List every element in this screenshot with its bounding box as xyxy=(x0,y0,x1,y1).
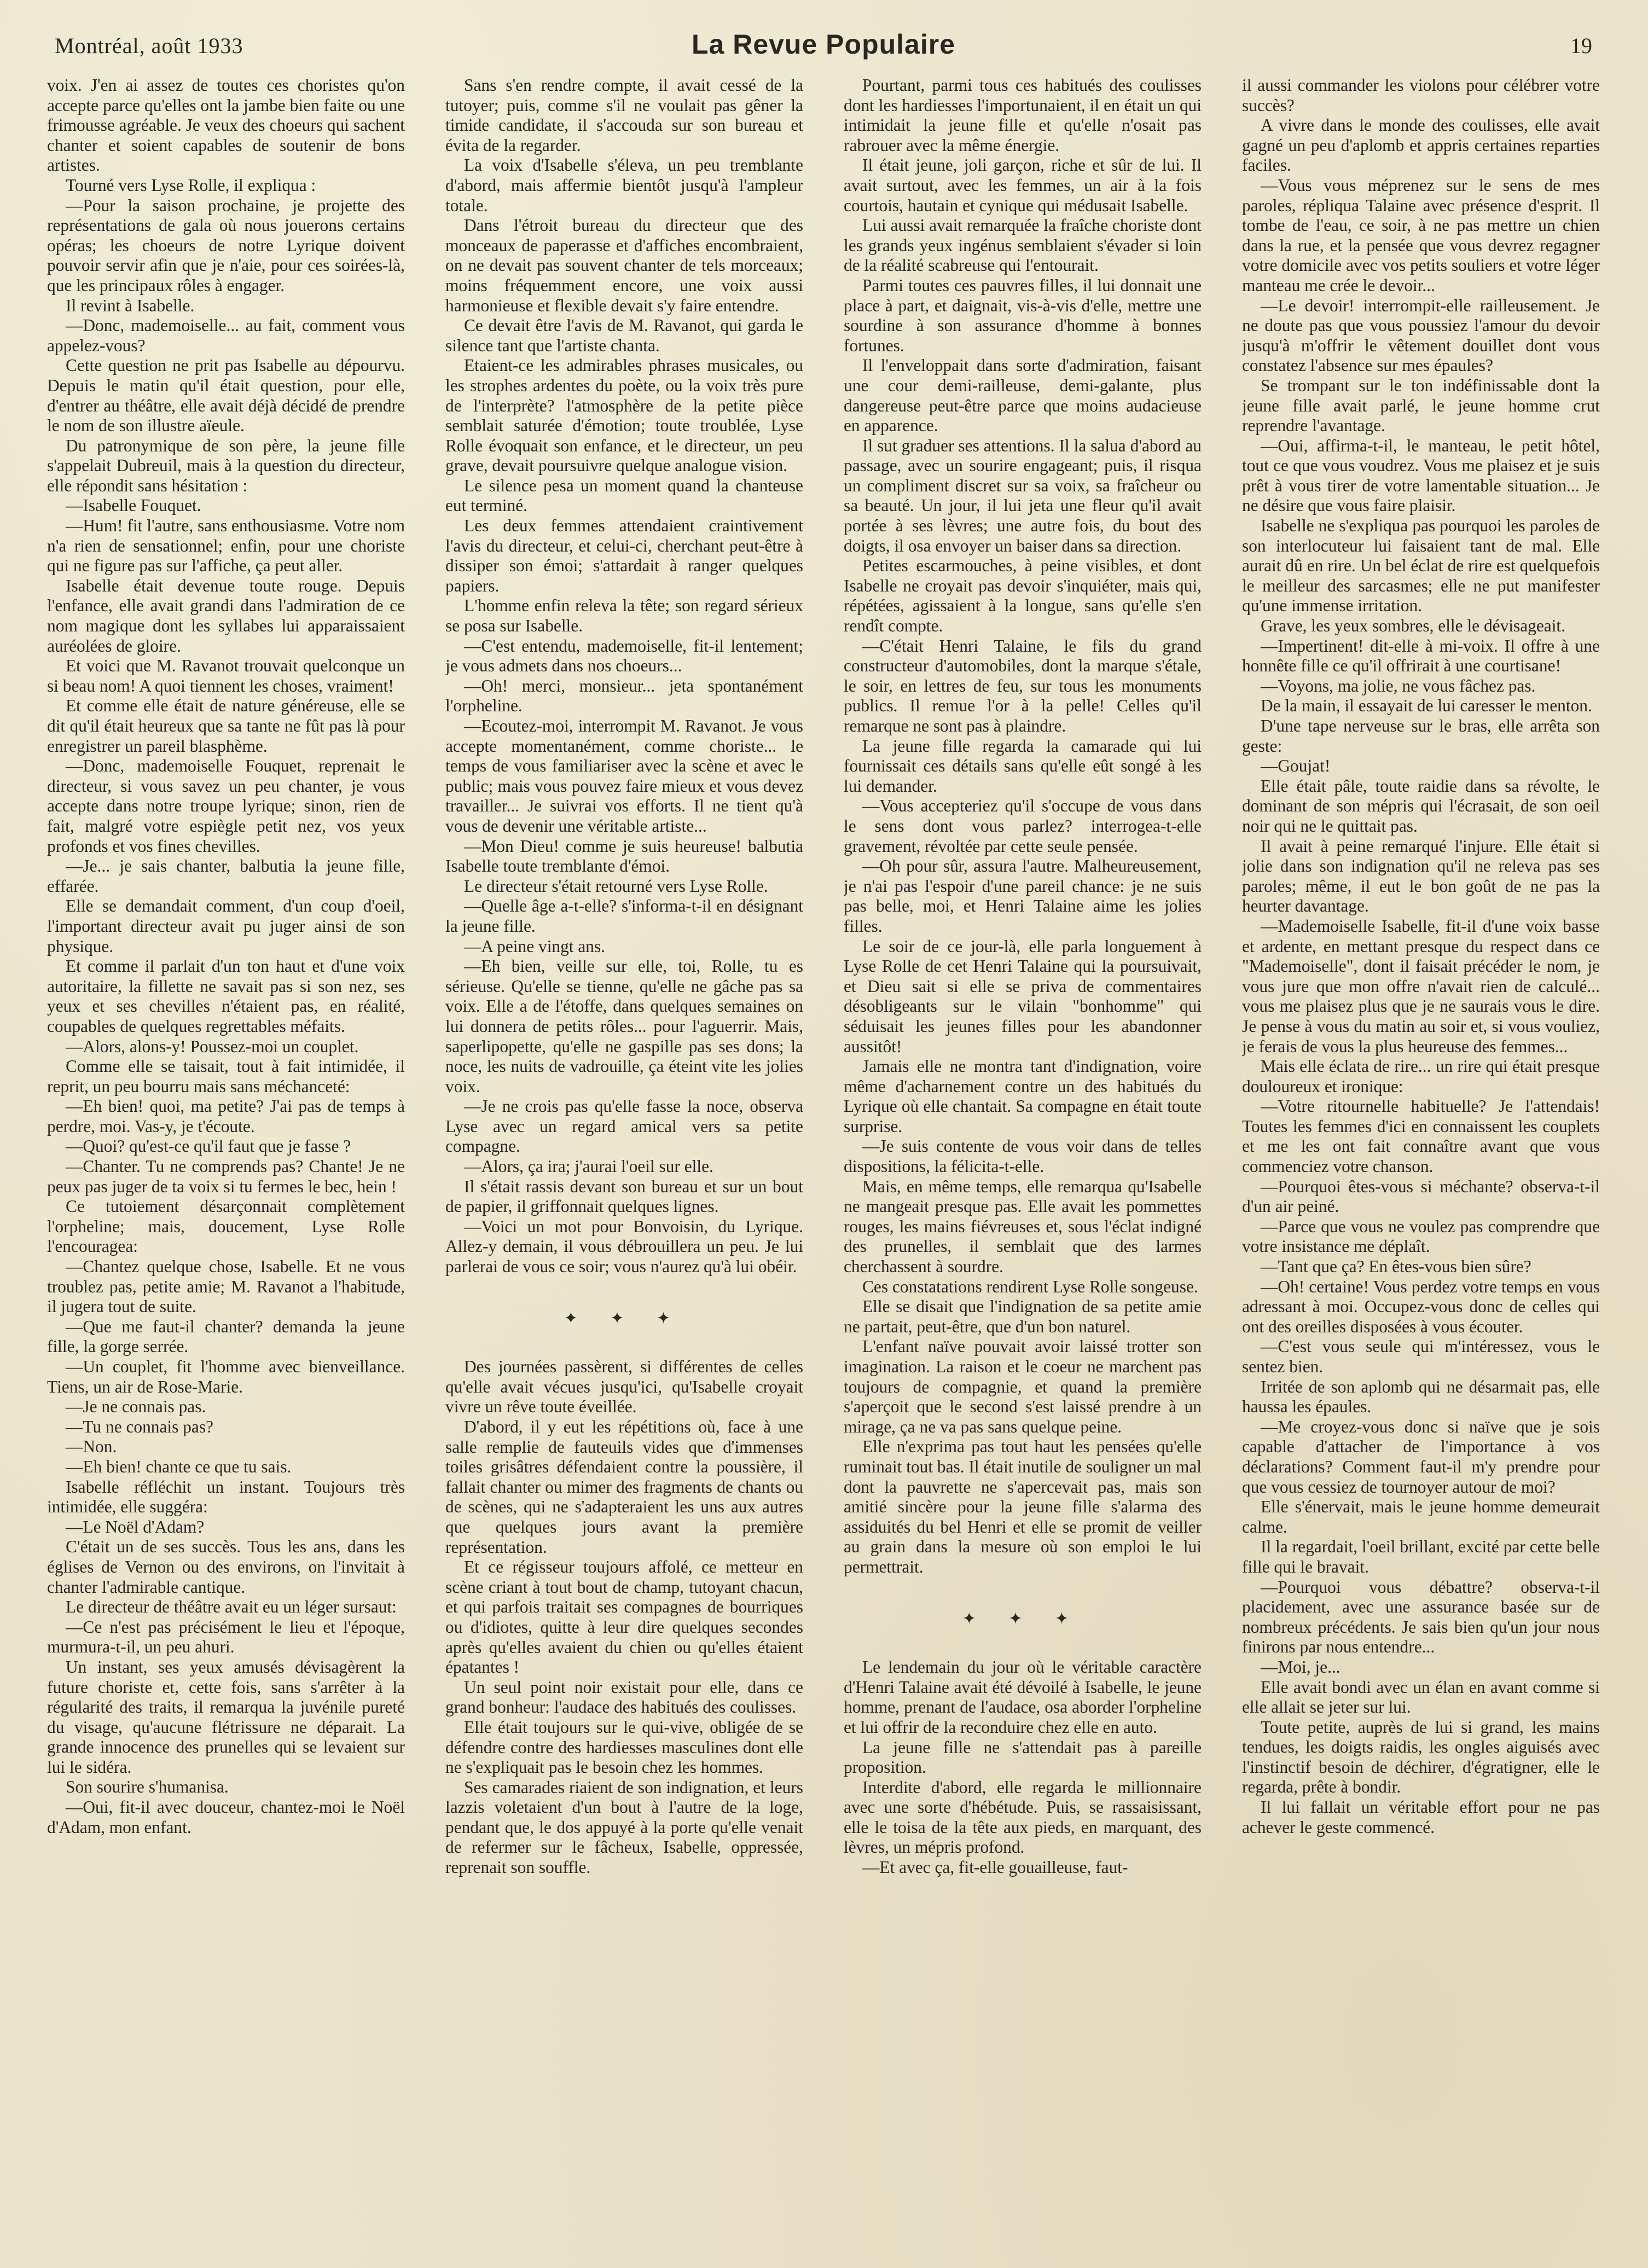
paragraph: D'abord, il y eut les répétitions où, face à une salle remplie de fauteuils vides que d'immenses toiles grisâtres défendaient contre la poussière, il fallait chanter ou mimer des fragments de chants ou de scènes, qui ne s'adapteraient les uns aux autres que quelques jours avant la première représentation. xyxy=(445,1417,803,1557)
paragraph: Elle s'énervait, mais le jeune homme demeurait calme. xyxy=(1242,1497,1600,1536)
paragraph: —Hum! fit l'autre, sans enthousiasme. Votre nom n'a rien de sensationnel; enfin, pour une choriste qui ne figure pas sur l'affiche, ça peut aller. xyxy=(47,516,405,576)
paragraph: Il l'enveloppait dans sorte d'admiration, faisant une cour demi-railleuse, demi-galante, plus dangereuse peut-être parce que moins audacieuse en apparence. xyxy=(844,356,1202,436)
paragraph: Ce devait être l'avis de M. Ravanot, qui garda le silence tant que l'artiste chanta. xyxy=(445,316,803,355)
paragraph: Isabelle réfléchit un instant. Toujours très intimidée, elle suggéra: xyxy=(47,1477,405,1517)
text-column-4 xyxy=(1242,76,1600,2226)
paragraph: —Eh bien! quoi, ma petite? J'ai pas de temps à perdre, moi. Vas-y, je t'écoute. xyxy=(47,1097,405,1136)
paragraph: Elle se disait que l'indignation de sa petite amie ne partait, peut-être, que d'un bon naturel. xyxy=(844,1297,1202,1336)
paragraph: Toute petite, auprès de lui si grand, les mains tendues, les doigts raidis, les ongles aiguisés avec l'instinctif besoin de déchirer, d'égratigner, elle le regarda, prête à bondir. xyxy=(1242,1717,1600,1797)
paragraph: —Tant que ça? En êtes-vous bien sûre? xyxy=(1261,1257,1531,1277)
paragraph: Du patronymique de son père, la jeune fille s'appelait Dubreuil, mais à la question du directeur, elle répondit sans hésitation : xyxy=(47,436,405,495)
paragraph: —Voyons, ma jolie, ne vous fâchez pas. xyxy=(1261,676,1536,695)
paragraph: Se trompant sur le ton indéfinissable dont la jeune fille avait parlé, le jeune homme crut reprendre l'avantage. xyxy=(1242,375,1600,436)
paragraph: —Oh pour sûr, assura l'autre. Malheureusement, je n'ai pas l'espoir d'une pareil chance: je ne suis pas belle, moi, et Henri Talaine aime les jolies filles. xyxy=(844,856,1202,936)
paragraph: Il revint à Isabelle. xyxy=(66,295,195,315)
paragraph: Le soir de ce jour-là, elle parla longuement à Lyse Rolle de cet Henri Talaine qui la poursuivait, et Dieu sait si elle se priva de commentaires désobligeants sur le vilain "bonhomme" qui séduisait les jeunes filles pour les abandonner aussitôt! xyxy=(844,936,1202,1056)
paragraph: —Alors, alons-y! Poussez-moi un couplet. xyxy=(66,1036,359,1056)
paragraph: —Quoi? qu'est-ce qu'il faut que je fasse ? xyxy=(66,1136,351,1156)
paragraph: —C'était Henri Talaine, le fils du grand constructeur d'automobiles, dont la marque s'étale, le soir, en lettres de feu, sur tous les monuments publics. Il remue l'or à la pelle! Celles qu'il remarque ne sont pas à plaindre. xyxy=(844,636,1202,735)
section-separator: ✦ ✦ ✦ xyxy=(962,1609,1083,1628)
paragraph: il aussi commander les violons pour célébrer votre succès? xyxy=(1242,76,1600,115)
place-date: Montréal, août 1933 xyxy=(55,33,243,58)
paragraph: Il était jeune, joli garçon, riche et sûr de lui. Il avait surtout, avec les femmes, un air à la fois courtois, hautain et cynique qui médusait Isabelle. xyxy=(844,155,1202,215)
paragraph: —Oui, affirma-t-il, le manteau, le petit hôtel, tout ce que vous voudrez. Vous me plaisez et je suis prêt à vous tirer de votre lamentable situation... Je ne désire que vous faire plaisir. xyxy=(1242,436,1600,515)
paragraph: —Chanter. Tu ne comprends pas? Chante! Je ne peux pas juger de ta voix si tu fermes le bec, hein ! xyxy=(47,1157,405,1196)
paragraph: Interdite d'abord, elle regarda le millionnaire avec une sorte d'hébétude. Puis, se rassaisissant, elle le toisa de la tête aux pieds, en marquant, des lèvres, un mépris profond. xyxy=(844,1777,1202,1857)
paragraph: Pourtant, parmi tous ces habitués des coulisses dont les hardiesses l'importunaient, il en était un qui intimidait la jeune fille et qu'elle n'osait pas rabrouer avec la même énergie. xyxy=(844,76,1202,155)
paragraph: —Quelle âge a-t-elle? s'informa-t-il en désignant la jeune fille. xyxy=(445,896,803,936)
paragraph: —Que me faut-il chanter? demanda la jeune fille, la gorge serrée. xyxy=(47,1316,405,1356)
paragraph: Il la regardait, l'oeil brillant, excité par cette belle fille qui le bravait. xyxy=(1242,1537,1600,1576)
paragraph: —Je ne connais pas. xyxy=(66,1397,206,1417)
paragraph: —Eh bien! chante ce que tu sais. xyxy=(66,1457,292,1476)
paragraph: Le directeur de théâtre avait eu un léger sursaut: xyxy=(66,1597,397,1617)
paragraph: Elle avait bondi avec un élan en avant comme si elle allait se jeter sur lui. xyxy=(1242,1677,1600,1717)
paragraph: Mais, en même temps, elle remarqua qu'Isabelle ne mangeait presque pas. Elle avait les pommettes rouges, les mains fiévreuses et, sous l'éclat indigné des prunelles, il semblait que des larmes cherchassent à sourdre. xyxy=(844,1176,1202,1277)
paragraph: —Je ne crois pas qu'elle fasse la noce, observa Lyse avec un regard amical vers sa petite compagne. xyxy=(445,1097,803,1156)
paragraph: voix. J'en ai assez de toutes ces choristes qu'on accepte parce qu'elles ont la jambe bien faite ou une frimousse agréable. Je veux des choeurs qui sachent chanter et soient capables de soutenir de bons artistes. xyxy=(47,76,405,175)
paragraph: Mais elle éclata de rire... un rire qui était presque douloureux et ironique: xyxy=(1242,1057,1600,1096)
paragraph: —Parce que vous ne voulez pas comprendre que votre insistance me déplaît. xyxy=(1242,1216,1600,1256)
paragraph: —Eh bien, veille sur elle, toi, Rolle, tu es sérieuse. Qu'elle se tienne, qu'elle ne gâche pas sa voix. Elle a de l'étoffe, dans quelques semaines on lui donnera de petits rôles... pour l'aguerrir. Mais, saperlipopette, qu'elle ne gaspille pas ses dons; la noce, les nuits de vadrouille, ça éteint vite les jolies voix. xyxy=(445,956,803,1096)
paragraph: Sans s'en rendre compte, il avait cessé de la tutoyer; puis, comme s'il ne voulait pas gêner la timide candidate, il s'accouda sur son bureau et évita de la regarder. xyxy=(445,76,803,155)
paragraph: —Je... je sais chanter, balbutia la jeune fille, effarée. xyxy=(47,856,405,896)
paragraph: Elle était toujours sur le qui-vive, obligée de se défendre contre des hardiesses masculines dont elle ne s'expliquait pas le besoin chez les hommes. xyxy=(445,1717,803,1777)
paragraph: Isabelle ne s'expliqua pas pourquoi les paroles de son interlocuteur lui faisaient tant de mal. Elle aurait dû en rire. Un bel éclat de rire est quelquefois le meilleur des sarcasmes; elle ne put manifester qu'une immense irritation. xyxy=(1242,516,1600,616)
section-separator: ✦ ✦ ✦ xyxy=(564,1309,685,1327)
paragraph: —Non. xyxy=(66,1437,117,1457)
paragraph: Et comme elle était de nature généreuse, elle se dit qu'il était heureux que sa tante ne fût pas là pour enregistrer un pareil blasphème. xyxy=(47,696,405,756)
paragraph: Ces constatations rendirent Lyse Rolle songeuse. xyxy=(862,1277,1198,1296)
paragraph: Le silence pesa un moment quand la chanteuse eut terminé. xyxy=(445,475,803,515)
paragraph: Le directeur s'était retourné vers Lyse Rolle. xyxy=(464,876,768,896)
paragraph: —Oh! certaine! Vous perdez votre temps en vous adressant à moi. Occupez-vous donc de celles qui ont des oreilles disposées à vous écouter. xyxy=(1242,1277,1600,1336)
paragraph: —Chantez quelque chose, Isabelle. Et ne vous troublez pas, petite amie; M. Ravanot a l'habitude, il jugera tout de suite. xyxy=(47,1257,405,1316)
paragraph: Dans l'étroit bureau du directeur que des monceaux de paperasse et d'affiches encombraient, on ne devait pas souvent chanter de tels morceaux; moins fréquemment encore, une voix aussi harmonieuse et flexible devait s'y faire entendre. xyxy=(445,216,803,315)
paragraph: D'une tape nerveuse sur le bras, elle arrêta son geste: xyxy=(1242,716,1600,756)
paragraph: Lui aussi avait remarquée la fraîche choriste dont les grands yeux ingénus semblaient s'évader si loin de la réalité scabreuse qui l'entourait. xyxy=(844,216,1202,275)
paragraph: —A peine vingt ans. xyxy=(464,936,606,956)
paragraph: —Oh! merci, monsieur... jeta spontanément l'orpheline. xyxy=(445,676,803,716)
paragraph: —Le Noël d'Adam? xyxy=(66,1517,205,1536)
paragraph: —Ce n'est pas précisément le lieu et l'époque, murmura-t-il, un peu ahuri. xyxy=(47,1617,405,1657)
paragraph: —Pourquoi vous débattre? observa-t-il placidement, avec une assurance basée sur de nombreux précédents. Je sais bien qu'un jour nous finirons par nous entendre... xyxy=(1242,1577,1600,1657)
paragraph: —Votre ritournelle habituelle? Je l'attendais! Toutes les femmes d'ici en connaissent les couplets et me les ont fait connaître avant que vous commenciez votre chanson. xyxy=(1242,1097,1600,1176)
paragraph: —Vous accepteriez qu'il s'occupe de vous dans le sens dont vous parlez? interrogea-t-elle gravement, révoltée par cette seule pensée. xyxy=(844,796,1202,856)
paragraph: Comme elle se taisait, tout à fait intimidée, il reprit, un peu bourru mais sans méchanceté: xyxy=(47,1057,405,1096)
paragraph: Son sourire s'humanisa. xyxy=(66,1777,229,1797)
paragraph: —Donc, mademoiselle... au fait, comment vous appelez-vous? xyxy=(47,316,405,355)
page-header xyxy=(47,27,1600,73)
paragraph: —Ecoutez-moi, interrompit M. Ravanot. Je vous accepte momentanément, comme choriste... le temps de vous familiariser avec la scène et avec le public; mais vous pouvez faire mieux et vous devez travailler... Je suivrai vos efforts. Il ne tient qu'à vous de devenir une véritable artiste... xyxy=(445,716,803,836)
paragraph: —Donc, mademoiselle Fouquet, reprenait le directeur, si vous savez un peu chanter, je vous accepte dans notre troupe lyrique; sinon, rien de fait, malgré votre espiègle petit nez, vos yeux profonds et vos fines chevilles. xyxy=(47,756,405,856)
paragraph: Il sut graduer ses attentions. Il la salua d'abord au passage, avec un sourire engageant; puis, il risqua un compliment discret sur sa voix, sa fraîcheur ou sa beauté. Un jour, il lui jeta une fleur qu'il avait portée à ses lèvres; une autre fois, du bout des doigts, il osa envoyer un baiser dans sa direction. xyxy=(844,436,1202,555)
paragraph: Le lendemain du jour où le véritable caractère d'Henri Talaine avait été dévoilé à Isabelle, le jeune homme, prenant de l'audace, osa aborder l'orpheline et lui offrir de la reconduire chez elle en auto. xyxy=(844,1657,1202,1737)
paragraph: —Isabelle Fouquet. xyxy=(66,496,201,515)
paragraph: Ce tutoiement désarçonnait complètement l'orpheline; mais, doucement, Lyse Rolle l'encouragea: xyxy=(47,1197,405,1256)
paragraph: —Pourquoi êtes-vous si méchante? observa-t-il d'un air peiné. xyxy=(1242,1176,1600,1216)
paragraph: Il lui fallait un véritable effort pour ne pas achever le geste commencé. xyxy=(1242,1797,1600,1837)
paragraph: Et ce régisseur toujours affolé, ce metteur en scène criant à tout bout de champ, tutoyant chacun, et qui parfois traitait ses compagnes de bourriques ou d'idiotes, quitte à leur dire quelques secondes après qu'elles avaient du chien ou qu'elles étaient épatantes ! xyxy=(445,1557,803,1677)
paragraph: Isabelle était devenue toute rouge. Depuis l'enfance, elle avait grandi dans l'admiration de ce nom magique dont les syllabes lui apparaissaient auréolées de gloire. xyxy=(47,576,405,656)
paragraph: A vivre dans le monde des coulisses, elle avait gagné un peu d'aplomb et appris certaines reparties faciles. xyxy=(1242,115,1600,175)
paragraph: Etaient-ce les admirables phrases musicales, ou les strophes ardentes du poète, ou la voix très pure de l'interprète? l'atmosphère de la petite pièce semblait saturée d'émotion; toute troublée, Lyse Rolle évoquait son enfance, et le directeur, un peu grave, devait poursuivre quelque analogue vision. xyxy=(445,356,803,475)
paragraph: —Voici un mot pour Bonvoisin, du Lyrique. Allez-y demain, il vous débrouillera un peu. Je lui parlerai de vous ce soir; vous n'aurez qu'à lui obéir. xyxy=(445,1216,803,1277)
paragraph: Elle était pâle, toute raidie dans sa révolte, le dominant de son mépris qui l'écrasait, de son oeil noir qui ne le quittait pas. xyxy=(1242,776,1600,836)
paragraph: —Tu ne connais pas? xyxy=(66,1417,213,1436)
paragraph: Un seul point noir existait pour elle, dans ce grand bonheur: l'audace des habitués des coulisses. xyxy=(445,1677,803,1717)
paragraph: —Me croyez-vous donc si naïve que je sois capable d'attacher de l'importance à vos déclarations? Comment faut-il m'y prendre pour que vous cessiez de tournoyer autour de moi? xyxy=(1242,1417,1600,1496)
paragraph: Irritée de son aplomb qui ne désarmait pas, elle haussa les épaules. xyxy=(1242,1377,1600,1417)
paragraph: Cette question ne prit pas Isabelle au dépourvu. Depuis le matin qu'il était question, pour elle, d'entrer au théâtre, elle avait déjà décidé de prendre le nom de son illustre aïeule. xyxy=(47,356,405,436)
article-columns xyxy=(47,76,1600,2226)
paragraph: —Mademoiselle Isabelle, fit-il d'une voix basse et ardente, en mettant presque du respect dans ce "Mademoiselle", dont il faisait précéder le nom, je vous jure que mon offre n'avait rien de calculé... vous me plaisez plus que je ne saurais vous le dire. Je pense à vous du matin au soir et, si vous vouliez, je ferais de vous la plus heureuse des femmes... xyxy=(1242,916,1600,1056)
paragraph: L'homme enfin releva la tête; son regard sérieux se posa sur Isabelle. xyxy=(445,596,803,636)
paragraph: Ses camarades riaient de son indignation, et leurs lazzis voletaient d'un bout à l'autre de la loge, pendant que, le dos appuyé à la porte qu'elle venait de refermer sur le fâcheux, Isabelle, oppressée, reprenait son souffle. xyxy=(445,1777,803,1877)
paragraph: —C'est entendu, mademoiselle, fit-il lentement; je vous admets dans nos choeurs... xyxy=(445,636,803,676)
publication-title: La Revue Populaire xyxy=(691,29,956,60)
paragraph: —Alors, ça ira; j'aurai l'oeil sur elle. xyxy=(464,1157,713,1176)
text-column-3 xyxy=(844,76,1202,2226)
text-column-2 xyxy=(445,76,803,2226)
paragraph: Tourné vers Lyse Rolle, il expliqua : xyxy=(66,175,316,195)
paragraph: Elle se demandait comment, d'un coup d'oeil, l'important directeur avait pu juger ainsi de son physique. xyxy=(47,896,405,956)
paragraph: Jamais elle ne montra tant d'indignation, voire même d'acharnement contre un des habitués du Lyrique où elle chantait. Sa compagne en était toute surprise. xyxy=(844,1057,1202,1136)
paragraph: Elle n'exprima pas tout haut les pensées qu'elle ruminait tout bas. Il était inutile de souligner un mal dont la pauvrette ne s'apercevait pas, mais son amitié sincère pour la jeune fille s'alarma des assiduités du bel Henri et elle se promit de veiller au grain dans la mesure où son emploi le lui permettrait. xyxy=(844,1437,1202,1576)
paragraph: —Le devoir! interrompit-elle railleusement. Je ne doute pas que vous poussiez l'amour du devoir jusqu'à m'offrir le vêtement douillet dont vous constatez l'absence sur mes épaules? xyxy=(1242,295,1600,375)
paragraph: —Moi, je... xyxy=(1261,1657,1341,1677)
text-column-1 xyxy=(47,76,405,2226)
paragraph: —Mon Dieu! comme je suis heureuse! balbutia Isabelle toute tremblante d'émoi. xyxy=(445,836,803,876)
paragraph: Les deux femmes attendaient craintivement l'avis du directeur, et celui-ci, cherchant peut-être à dissiper son émoi; s'attardait à ranger quelques papiers. xyxy=(445,516,803,595)
paragraph: —Impertinent! dit-elle à mi-voix. Il offre à une honnête fille ce qu'il offrirait à une courtisane! xyxy=(1242,636,1600,676)
paragraph: —Pour la saison prochaine, je projette des représentations de gala où nous jouerons certains opéras; les choeurs de notre Lyrique doivent pouvoir servir afin que je n'aie, pour ces soirées-là, que les principaux rôles à engager. xyxy=(47,195,405,295)
paragraph: —Oui, fit-il avec douceur, chantez-moi le Noël d'Adam, mon enfant. xyxy=(47,1797,405,1837)
paragraph: —Goujat! xyxy=(1261,756,1331,776)
paragraph: Grave, les yeux sombres, elle le dévisageait. xyxy=(1261,616,1565,636)
paragraph: —Et avec ça, fit-elle gouailleuse, faut- xyxy=(862,1858,1128,1877)
paragraph: —Un couplet, fit l'homme avec bienveillance. Tiens, un air de Rose-Marie. xyxy=(47,1357,405,1396)
paragraph: Et comme il parlait d'un ton haut et d'une voix autoritaire, la fillette ne savait pas si son nez, ses yeux et ses chevilles n'étaient pas, en réalité, coupables de quelques regrettables méfaits. xyxy=(47,956,405,1036)
paragraph: La jeune fille ne s'attendait pas à pareille proposition. xyxy=(844,1737,1202,1777)
paragraph: C'était un de ses succès. Tous les ans, dans les églises de Vernon ou des environs, on l'invitait à chanter l'admirable cantique. xyxy=(47,1537,405,1597)
paragraph: Un instant, ses yeux amusés dévisagèrent la future choriste et, cette fois, sans s'arrêter à la régularité des traits, il remarqua la juvénile pureté du visage, qu'aucune flétrissure ne déparait. La grande innocence des prunelles qui se levaient sur lui le sidéra. xyxy=(47,1657,405,1777)
page-number: 19 xyxy=(1570,33,1592,58)
paragraph: Des journées passèrent, si différentes de celles qu'elle avait vécues jusqu'ici, qu'Isabelle croyait vivre un rêve toute éveillée. xyxy=(445,1357,803,1417)
paragraph: —Je suis contente de vous voir dans de telles dispositions, la félicita-t-elle. xyxy=(844,1136,1202,1176)
paragraph: Petites escarmouches, à peine visibles, et dont Isabelle ne croyait pas devoir s'inquiéter, mais qui, répétées, agissaient à la longue, sans qu'elle s'en rendît compte. xyxy=(844,556,1202,636)
paragraph: La voix d'Isabelle s'éleva, un peu tremblante d'abord, mais affermie bientôt jusqu'à l'ampleur totale. xyxy=(445,155,803,215)
paragraph: Il s'était rassis devant son bureau et sur un bout de papier, il griffonnait quelques lignes. xyxy=(445,1176,803,1216)
paragraph: —C'est vous seule qui m'intéressez, vous le sentez bien. xyxy=(1242,1337,1600,1376)
paragraph: De la main, il essayait de lui caresser le menton. xyxy=(1261,696,1592,716)
paragraph: La jeune fille regarda la camarade qui lui fournissait ces détails sans qu'elle eût songé à les lui demander. xyxy=(844,736,1202,796)
paragraph: L'enfant naïve pouvait avoir laissé trotter son imagination. La raison et le coeur ne marchent pas toujours de compagnie, et quand la première s'aperçoit que le second s'est laissé prendre à un mirage, ça ne va pas sans quelque peine. xyxy=(844,1337,1202,1436)
paragraph: Il avait à peine remarqué l'injure. Elle était si jolie dans son indignation qu'il ne releva pas ses paroles; même, il eut le bon goût de ne pas la heurter davantage. xyxy=(1242,836,1600,916)
paragraph: Et voici que M. Ravanot trouvait quelconque un si beau nom! A quoi tiennent les choses, vraiment! xyxy=(47,656,405,695)
paragraph: Parmi toutes ces pauvres filles, il lui donnait une place à part, et daignait, vis-à-vis d'elle, mettre une sourdine à son assurance d'homme à bonnes fortunes. xyxy=(844,275,1202,355)
paragraph: —Vous vous méprenez sur le sens de mes paroles, répliqua Talaine avec présence d'esprit. Il tombe de l'eau, ce soir, à ne pas mettre un chien dans la rue, et la pensée que vous devrez regagner votre domicile avec vos petits souliers et votre léger manteau me crée le devoir... xyxy=(1242,175,1600,295)
